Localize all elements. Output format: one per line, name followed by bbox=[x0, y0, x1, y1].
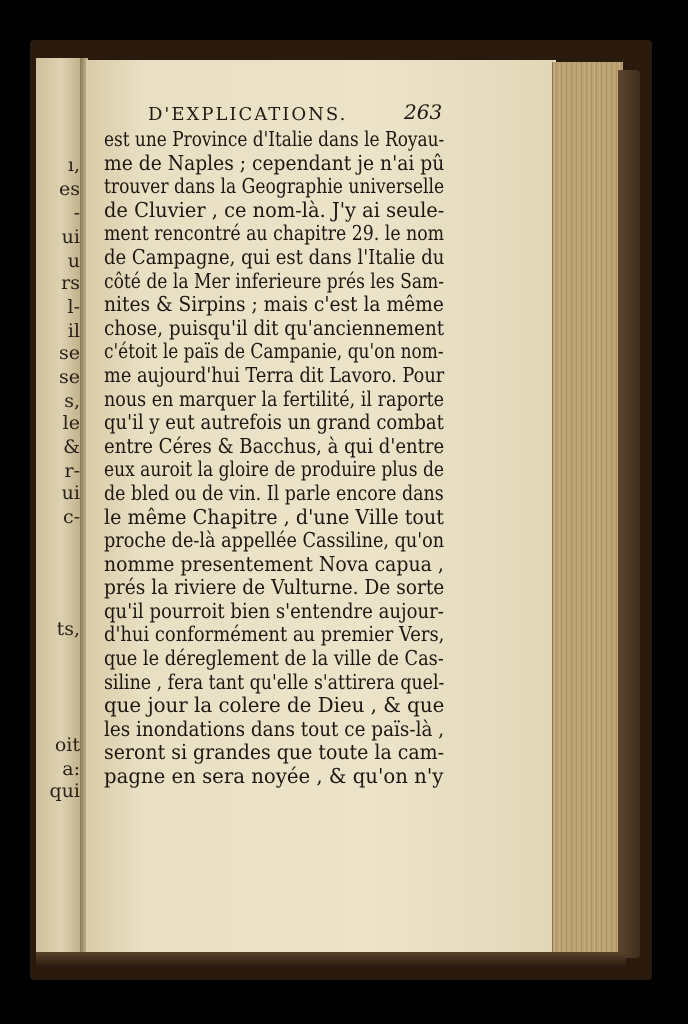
left-fragment: u bbox=[67, 250, 80, 272]
cover-edge bbox=[618, 70, 640, 958]
text-line: d'hui conformément au premier Vers, bbox=[104, 622, 445, 647]
left-fragment: c- bbox=[62, 506, 80, 528]
text-line: que le déreglement de la ville de Cas- bbox=[104, 646, 444, 671]
left-page bbox=[36, 58, 82, 954]
left-fragment: ı, bbox=[67, 154, 80, 176]
text-line: me de Naples ; cependant je n'ai pû bbox=[104, 150, 445, 175]
text-line: le même Chapitre , d'une Ville tout bbox=[104, 504, 444, 529]
left-fragment: r- bbox=[64, 460, 80, 482]
left-fragment: il bbox=[67, 320, 80, 342]
text-line: trouver dans la Geographie universelle bbox=[104, 174, 445, 199]
left-fragment: s, bbox=[64, 390, 80, 412]
text-line: chose, puisqu'il dit qu'anciennement bbox=[104, 315, 445, 340]
text-line: ment rencontré au chapitre 29. le nom bbox=[104, 221, 445, 246]
left-fragment: qui bbox=[49, 780, 80, 802]
text-line: qu'il pourroit bien s'entendre aujour- bbox=[104, 598, 444, 623]
text-line: seront si grandes que toute la cam- bbox=[104, 740, 445, 765]
left-fragment: & bbox=[63, 436, 80, 458]
text-line: qu'il y eut autrefois un grand combat bbox=[104, 410, 444, 435]
left-fragment: rs bbox=[61, 272, 80, 294]
page-edges bbox=[552, 62, 623, 964]
left-fragment: ts, bbox=[56, 618, 80, 640]
text-line: c'étoit le païs de Campanie, qu'on nom- bbox=[104, 339, 444, 364]
left-fragment: se bbox=[59, 342, 80, 364]
left-fragment: a: bbox=[62, 758, 80, 780]
running-head: D'EXPLICATIONS. bbox=[148, 104, 348, 125]
left-fragment: l- bbox=[67, 296, 80, 318]
text-line: côté de la Mer inferieure prés les Sam- bbox=[104, 268, 445, 293]
text-line: pagne en sera noyée , & qu'on n'y bbox=[104, 764, 444, 789]
text-line: nites & Sirpins ; mais c'est la même bbox=[104, 292, 444, 317]
text-line: nous en marquer la fertilité, il raporte bbox=[104, 386, 445, 411]
text-line: prés la riviere de Vulturne. De sorte bbox=[104, 575, 445, 600]
text-line: me aujourd'hui Terra dit Lavoro. Pour bbox=[104, 362, 445, 387]
text-line: eux auroit la gloire de produire plus de bbox=[104, 457, 444, 482]
text-line: entre Céres & Bacchus, à qui d'entre bbox=[104, 433, 445, 458]
left-fragment: es bbox=[59, 178, 80, 200]
text-line: de bled ou de vin. Il parle encore dans bbox=[104, 480, 444, 505]
text-line: les inondations dans tout ce païs-là , bbox=[104, 716, 445, 741]
left-fragment: oit bbox=[54, 734, 80, 756]
left-fragment: ui bbox=[61, 226, 80, 248]
text-line: de Campagne, qui est dans l'Italie du bbox=[104, 244, 445, 269]
text-line: est une Province d'Italie dans le Royau- bbox=[104, 127, 445, 151]
left-fragment: ui bbox=[61, 482, 80, 504]
left-fragment: se bbox=[59, 366, 80, 388]
text-line: proche de-là appellée Cassiline, qu'on bbox=[104, 528, 445, 553]
bottom-edge bbox=[36, 952, 626, 966]
text-line: siline , fera tant qu'elle s'attirera quel- bbox=[104, 669, 445, 694]
left-fragment: - bbox=[73, 202, 80, 224]
text-line: que jour la colere de Dieu , & que bbox=[104, 693, 445, 718]
page-body-text bbox=[104, 128, 444, 789]
text-line: de Cluvier , ce nom-là. J'y ai seule- bbox=[104, 197, 445, 222]
page-number: 263 bbox=[404, 100, 443, 124]
left-fragment: le bbox=[62, 412, 80, 434]
text-line: nomme presentement Nova capua , bbox=[104, 551, 444, 576]
